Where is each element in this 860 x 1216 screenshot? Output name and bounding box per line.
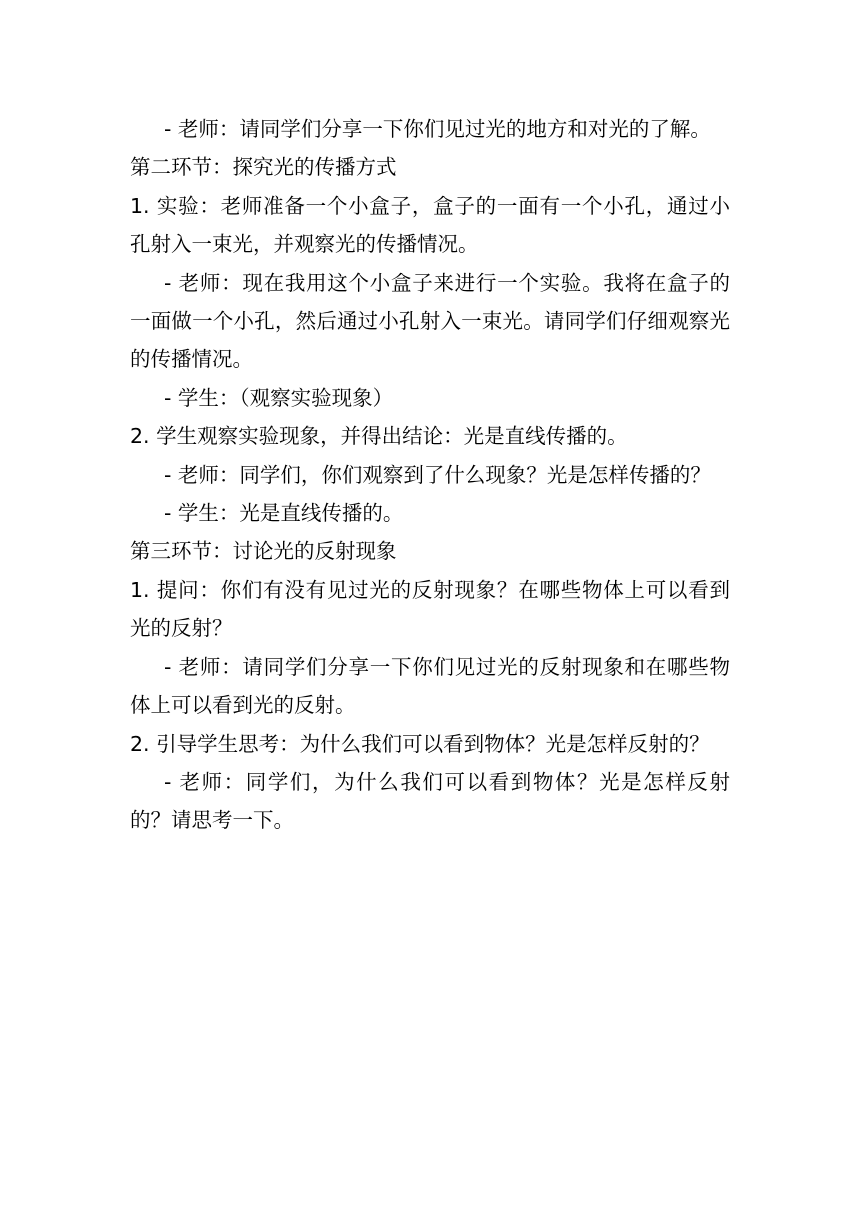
document-body — [130, 110, 730, 840]
numbered-item: 1. 提问：你们有没有见过光的反射现象？在哪些物体上可以看到光的反射？ — [130, 577, 730, 641]
dialogue-line-teacher: - 老师：同学们，你们观察到了什么现象？光是怎样传播的？ — [164, 462, 711, 487]
dialogue-line-student: - 学生：（观察实验现象） — [164, 385, 394, 410]
numbered-item: 2. 学生观察实验现象，并得出结论：光是直线传播的。 — [130, 424, 628, 449]
numbered-item: 1. 实验：老师准备一个小盒子，盒子的一面有一个小孔，通过小孔射入一束光，并观察光的传播情况。 — [130, 193, 730, 257]
dialogue-line-teacher: - 老师：请同学们分享一下你们见过光的地方和对光的了解。 — [164, 117, 711, 141]
dialogue-line-teacher: - 老师：同学们，为什么我们可以看到物体？光是怎样反射的？请思考一下。 — [130, 769, 730, 833]
numbered-item: 2. 引导学生思考：为什么我们可以看到物体？光是怎样反射的？ — [130, 731, 710, 756]
section-heading: 第三环节：讨论光的反射现象 — [130, 539, 397, 564]
dialogue-line-teacher: - 老师：请同学们分享一下你们见过光的反射现象和在哪些物体上可以看到光的反射。 — [130, 654, 730, 718]
section-heading: 第二环节：探究光的传播方式 — [130, 155, 397, 180]
dialogue-line-teacher: - 老师：现在我用这个小盒子来进行一个实验。我将在盒子的一面做一个小孔，然后通过小孔射入一束光。请同学们仔细观察光的传播情况。 — [130, 270, 730, 372]
dialogue-line-student: - 学生：光是直线传播的。 — [164, 501, 404, 526]
